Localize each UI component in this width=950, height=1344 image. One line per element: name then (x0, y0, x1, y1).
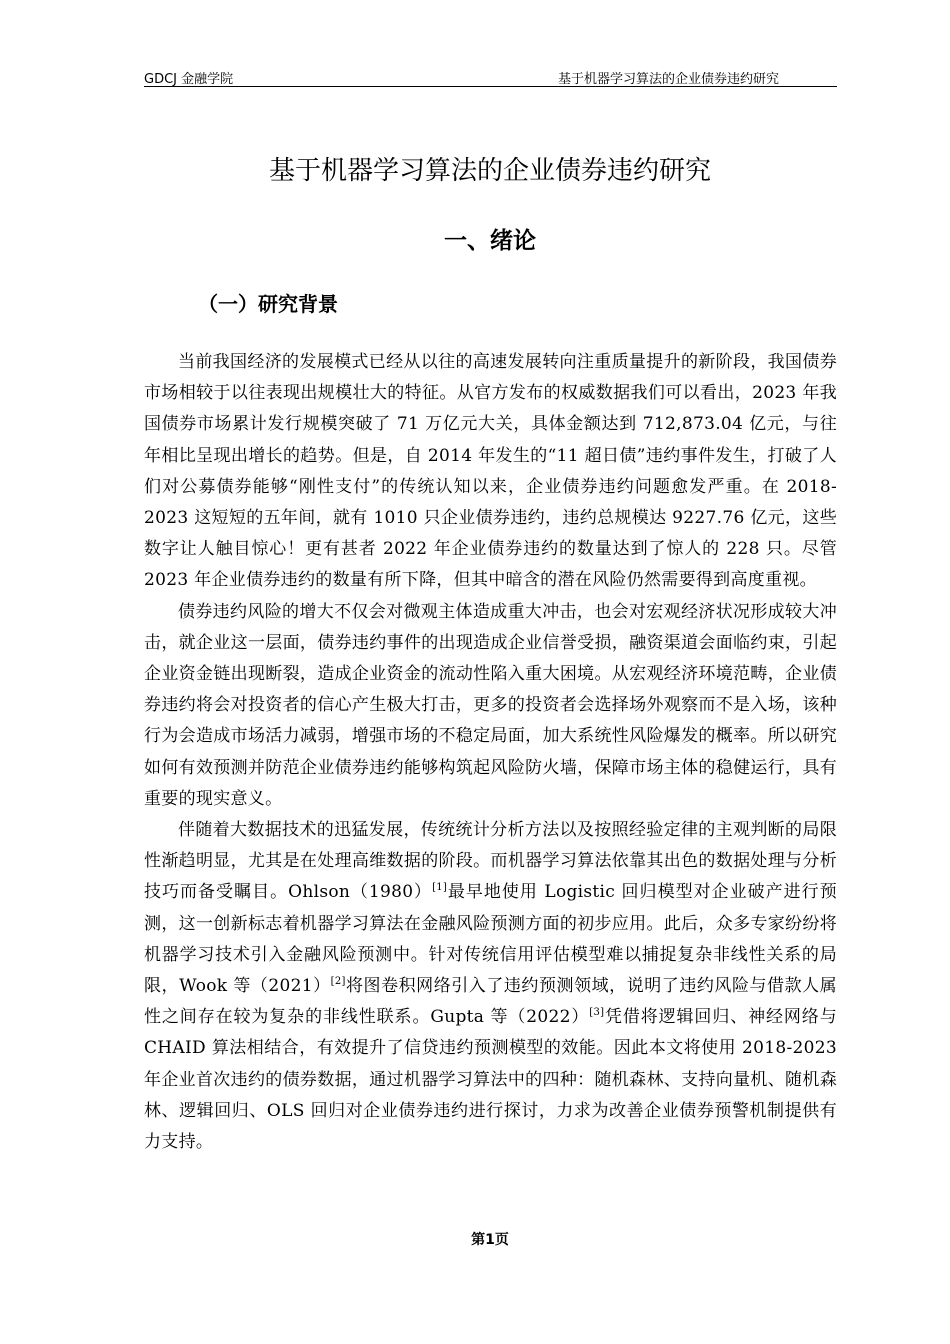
document-title: 基于机器学习算法的企业债券违约研究 (268, 156, 711, 186)
header-left: GDCJ 金融学院 (144, 72, 234, 87)
paragraph-3-part-d: 凭借将逻辑回归、神经网络与 CHAID 算法相结合，有效提升了信贷违约预测模型的效能。因此本文将使用 2018-2023 年企业首次违约的债券数据，通过机器学习算法中的四种：随机森林、支持向量机、随机森林、逻辑回归、OLS 回归对企业债券违约进行探讨，力求为改善企业债券预警机制提供有力支持。 (144, 1007, 837, 1153)
subsection-heading: （一）研究背景 (198, 292, 338, 316)
citation-2[interactable]: [2] (330, 976, 346, 988)
paragraph-3-part-b: 最早地使用 Logistic 回归模型对企业破产进行预测，这一创新标志着机器学习算法在金融风险预测方面的初步应用。此后，众多专家纷纷将机器学习技术引入金融风险预测中。针对传统信用评估模型难以捕捉复杂非线性关系的局限，Wook 等（2021） (144, 882, 837, 997)
page-number: 第1页 (471, 1232, 509, 1248)
paragraph-1: 当前我国经济的发展模式已经从以往的高速发展转向注重质量提升的新阶段，我国债券市场相较于以往表现出规模壮大的特征。从官方发布的权威数据我们可以看出，2023 年我国债券市场累计发行规模突破了 71 万亿元大关，具体金额达到 712,873.04 亿元，与往年相比呈现出增长的趋势。但是，自 2014 年发生的“11 超日债”违约事件发生，打破了人们对公募债券能够“刚性支付”的传统认知以来，企业债券违约问题愈发严重。在 2018-2023 这短短的五年间，就有 1010 只企业债券违约，违约总规模达 9227.76 亿元，这些数字让人触目惊心！更有甚者 2022 年企业债券违约的数量达到了惊人的 228 只。尽管 2023 年企业债券违约的数量有所下降，但其中暗含的潜在风险仍然需要得到高度重视。 (144, 352, 837, 591)
body-text (144, 347, 837, 1158)
paragraph-3 (144, 815, 837, 1158)
citation-1[interactable]: [1] (432, 882, 448, 894)
header-right: 基于机器学习算法的企业债券违约研究 (557, 72, 779, 87)
paragraph-2: 债券违约风险的增大不仅会对微观主体造成重大冲击，也会对宏观经济状况形成较大冲击，就企业这一层面，债券违约事件的出现造成企业信誉受损，融资渠道会面临约束，引起企业资金链出现断裂，造成企业资金的流动性陷入重大困境。从宏观经济环境范畴，企业债券违约将会对投资者的信心产生极大打击，更多的投资者会选择场外观察而不是入场，该种行为会造成市场活力减弱，增强市场的不稳定局面，加大系统性风险爆发的概率。所以研究如何有效预测并防范企业债券违约能够构筑起风险防火墙，保障市场主体的稳健运行，具有重要的现实意义。 (144, 601, 837, 809)
paragraph-3-part-c: 将图卷积网络引入了违约预测领域，说明了违约风险与借款人属性之间存在较为复杂的非线性联系。Gupta 等（2022） (144, 976, 837, 1028)
citation-3[interactable]: [3] (589, 1007, 605, 1019)
page-header (144, 64, 837, 87)
paragraph-3-part-a: 伴随着大数据技术的迅猛发展，传统统计分析方法以及按照经验定律的主观判断的局限性渐趋明显，尤其是在处理高维数据的阶段。而机器学习算法依靠其出色的数据处理与分析技巧而备受瞩目。Ohlson（1980） (144, 820, 837, 903)
section-heading: 一、绪论 (444, 228, 536, 254)
